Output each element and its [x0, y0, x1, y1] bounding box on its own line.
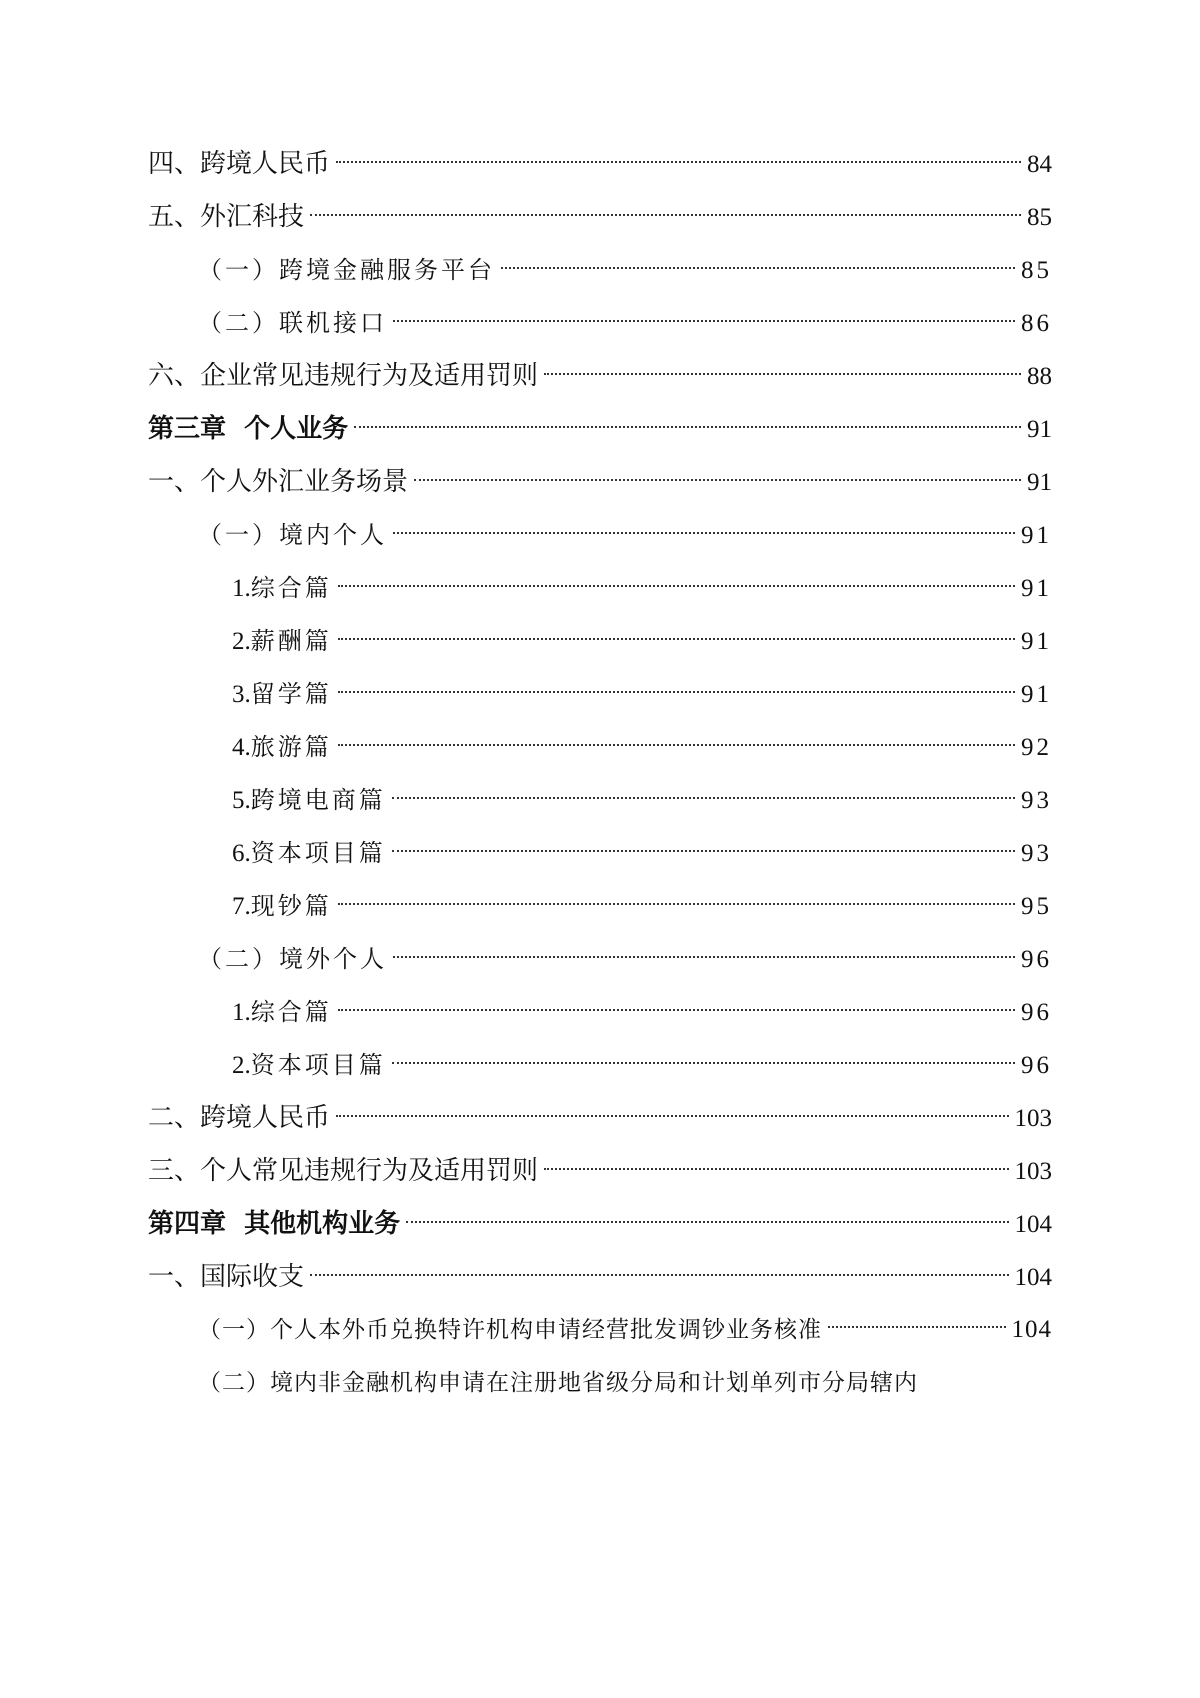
toc-entry-page: 93: [1021, 787, 1052, 814]
toc-entry-continued[interactable]: [198, 1363, 1052, 1403]
toc-entry-text: 现钞篇: [250, 892, 332, 920]
toc-entry-title: （二）联机接口: [198, 309, 387, 337]
toc-entry-page: 86: [1021, 310, 1052, 337]
toc-entry-title: 第四章 其他机构业务: [148, 1209, 401, 1239]
toc-entry-title: 六、企业常见违规行为及适用罚则: [148, 361, 539, 391]
toc-entry-title: 三、个人常见违规行为及适用罚则: [148, 1156, 539, 1186]
dot-leader: [336, 161, 1021, 163]
toc-entry[interactable]: [232, 568, 1052, 608]
toc-entry[interactable]: [148, 1151, 1052, 1191]
toc-entry[interactable]: [198, 515, 1052, 555]
toc-entry[interactable]: [232, 1045, 1052, 1085]
toc-entry[interactable]: [148, 144, 1052, 184]
dot-leader: [544, 1168, 1008, 1170]
toc-entry-page: 91: [1021, 628, 1052, 655]
toc-entry[interactable]: [198, 939, 1052, 979]
toc-entry-page: 91: [1021, 575, 1052, 602]
toc-entry-page: 103: [1014, 1158, 1052, 1185]
toc-entry-title: （二）境内非金融机构申请在注册地省级分局和计划单列市分局辖内: [198, 1370, 918, 1396]
toc-entry[interactable]: [232, 621, 1052, 661]
toc-entry-number: 5.: [232, 787, 251, 814]
dot-leader: [338, 585, 1015, 587]
dot-leader: [393, 956, 1015, 958]
toc-entry-title: [232, 1045, 386, 1086]
toc-entry-page: 91: [1021, 681, 1052, 708]
toc-entry-title: [232, 886, 332, 927]
toc-entry-title: [232, 621, 332, 662]
dot-leader: [393, 532, 1015, 534]
toc-entry-title: [232, 674, 332, 715]
dot-leader: [310, 1274, 1008, 1276]
dot-leader: [392, 797, 1015, 799]
dot-leader: [338, 691, 1015, 693]
toc-entry-page: 84: [1027, 151, 1052, 178]
dot-leader: [392, 850, 1015, 852]
toc-entry[interactable]: [232, 674, 1052, 714]
toc-entry-page: 103: [1014, 1105, 1052, 1132]
toc-entry-page: 88: [1027, 363, 1052, 390]
toc-entry-text: 综合篇: [250, 998, 332, 1026]
toc-entry-title: 二、跨境人民币: [148, 1103, 331, 1133]
toc-entry-title: （一）跨境金融服务平台: [198, 256, 495, 284]
dot-leader: [310, 214, 1021, 216]
toc-entry-page: 104: [1014, 1211, 1052, 1238]
dot-leader: [338, 1009, 1015, 1011]
toc-entry-title: [232, 780, 386, 821]
toc-entry-number: 4.: [232, 734, 251, 761]
toc-entry[interactable]: [198, 250, 1052, 290]
toc-entry-title: 一、国际收支: [148, 1262, 305, 1292]
toc-entry-text: 跨境电商篇: [250, 786, 386, 814]
toc-entry[interactable]: [232, 727, 1052, 767]
toc-entry-page: 96: [1021, 946, 1052, 973]
toc-entry-text: 资本项目篇: [250, 1051, 386, 1079]
toc-entry-number: 1.: [232, 575, 251, 602]
dot-leader: [336, 1115, 1008, 1117]
toc-entry-title: [232, 833, 386, 874]
dot-leader: [406, 1221, 1008, 1223]
dot-leader: [354, 426, 1021, 428]
toc-entry[interactable]: [198, 303, 1052, 343]
dot-leader: [828, 1326, 1006, 1328]
toc-entry[interactable]: [232, 780, 1052, 820]
toc-entry-text: 薪酬篇: [250, 627, 332, 655]
toc-entry[interactable]: [198, 1310, 1052, 1350]
toc-entry-title: [232, 568, 332, 609]
toc-entry-page: 96: [1021, 1052, 1052, 1079]
toc-entry[interactable]: [148, 356, 1052, 396]
dot-leader: [392, 1062, 1015, 1064]
toc-entry-page: 92: [1021, 734, 1052, 761]
toc-entry-page: 85: [1021, 257, 1052, 284]
dot-leader: [338, 903, 1015, 905]
toc-entry-number: 2.: [232, 628, 251, 655]
toc-entry[interactable]: [148, 1257, 1052, 1297]
toc-entry-page: 104: [1011, 1316, 1052, 1343]
toc-entry-text: 旅游篇: [250, 733, 332, 761]
toc-entry-number: 1.: [232, 999, 251, 1026]
dot-leader: [544, 373, 1021, 375]
toc-entry-number: 3.: [232, 681, 251, 708]
toc-entry-title: （一）境内个人: [198, 521, 387, 549]
toc-entry-number: 6.: [232, 840, 251, 867]
toc-entry-title: （一）个人本外币兑换特许机构申请经营批发调钞业务核准: [198, 1317, 822, 1343]
toc-entry-title: 一、个人外汇业务场景: [148, 467, 409, 497]
toc-entry-text: 资本项目篇: [250, 839, 386, 867]
toc-entry[interactable]: [232, 833, 1052, 873]
toc-entry-page: 93: [1021, 840, 1052, 867]
toc-entry[interactable]: [148, 197, 1052, 237]
toc-entry[interactable]: [148, 1098, 1052, 1138]
toc-chapter-entry[interactable]: [148, 1204, 1052, 1244]
toc-entry-page: 104: [1014, 1264, 1052, 1291]
toc-entry-title: 第三章 个人业务: [148, 414, 349, 444]
toc-entry-title: 四、跨境人民币: [148, 149, 331, 179]
toc-entry-page: 95: [1021, 893, 1052, 920]
dot-leader: [393, 320, 1015, 322]
toc-entry[interactable]: [148, 462, 1052, 502]
toc-entry-title: [232, 992, 332, 1033]
dot-leader: [501, 267, 1015, 269]
toc-entry-text: 留学篇: [250, 680, 332, 708]
toc-entry-number: 7.: [232, 893, 251, 920]
toc-entry[interactable]: [232, 886, 1052, 926]
toc-entry-title: [232, 727, 332, 768]
toc-entry-page: 85: [1027, 204, 1052, 231]
toc-entry-page: 91: [1021, 522, 1052, 549]
toc-entry-page: 91: [1027, 416, 1052, 443]
dot-leader: [414, 479, 1021, 481]
dot-leader: [338, 638, 1015, 640]
toc-entry-page: 91: [1027, 469, 1052, 496]
toc-entry-title: 五、外汇科技: [148, 202, 305, 232]
toc-entry[interactable]: [232, 992, 1052, 1032]
toc-entry-text: 综合篇: [250, 574, 332, 602]
toc-entry-number: 2.: [232, 1052, 251, 1079]
toc-entry-page: 96: [1021, 999, 1052, 1026]
dot-leader: [338, 744, 1015, 746]
toc-chapter-entry[interactable]: [148, 409, 1052, 449]
toc-entry-title: （二）境外个人: [198, 945, 387, 973]
